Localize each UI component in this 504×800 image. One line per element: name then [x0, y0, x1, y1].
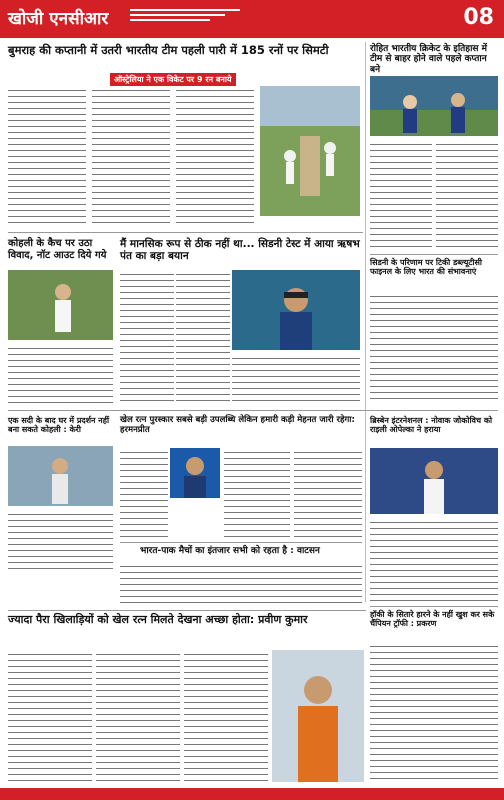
divider-hockey	[370, 606, 498, 607]
masthead-info-lines	[130, 6, 240, 21]
prakash-text-col1	[8, 650, 92, 782]
bumrah-text-col3	[176, 86, 254, 226]
headline-vatsan: भारत-पाक मैचों का इंतजार सभी को रहता है : वाटसन	[140, 546, 320, 556]
photo-praveen	[272, 650, 364, 782]
pant-text-col2	[176, 270, 230, 404]
divider-middle	[8, 410, 498, 411]
headline-pak: एक सदी के बाद घर में प्रदर्शन नहीं बना सकते कोहली : केरी	[8, 416, 110, 435]
divider-upper	[8, 232, 363, 233]
bumrah-text-col2	[92, 86, 170, 226]
rohit-text-col2	[436, 140, 498, 250]
divider-bottom	[8, 610, 366, 611]
prakash-text-col2	[96, 650, 180, 782]
headline-kohli: कोहली के कैच पर उठा विवाद, नॉट आउट दिये गये	[8, 238, 107, 261]
pak-text	[8, 510, 113, 570]
bumrah-text-col1	[8, 86, 86, 226]
brisbane-text	[370, 518, 498, 604]
footer-bar	[0, 788, 504, 800]
photo-test-match	[260, 86, 360, 216]
headline-pant: मैं मानसिक रूप से ठीक नहीं था... सिडनी टेस्ट में आया ऋषभ पंत का बड़ा बयान	[120, 238, 360, 263]
headline-rohit: रोहित भारतीय क्रिकेट के इतिहास में टीम से बाहर होने वाले पहले कप्तान बने	[370, 44, 487, 75]
hockey-text	[370, 642, 498, 782]
photo-rohit	[370, 76, 498, 136]
photo-hardik	[170, 448, 220, 498]
hardik-text-col2	[224, 448, 290, 538]
headline-brisbane: ब्रिस्बेन इंटरनेशनल : नोवाक जोकोविच को राइली ओपेल्का ने हराया	[370, 416, 493, 435]
hardik-text-col1	[120, 448, 168, 538]
headline-hockey: हॉकी के सितारे हारने के नहीं खुश कर सके चैंपियन ट्रॉफी : प्रकरण	[370, 610, 495, 629]
pant-text-col3	[232, 354, 360, 404]
rohit-text-col1	[370, 140, 432, 250]
prakash-text-col3	[184, 650, 268, 782]
headline-prakash: ज्यादा पैरा खिलाड़ियों को खेल रत्न मिलते देखना अच्छा होता: प्रवीण कुमार	[8, 613, 308, 626]
paper-name: खोजी एनसीआर	[8, 9, 109, 29]
masthead	[0, 0, 504, 38]
hardik-text-col3	[294, 448, 362, 538]
photo-kohli	[8, 270, 113, 340]
column-divider-1	[365, 42, 366, 602]
headline-bumrah: बुमराह की कप्तानी में उतरी भारतीय टीम पहली पारी में 185 रनों पर सिमटी	[8, 43, 329, 57]
sydney-text	[370, 292, 498, 404]
photo-djokovic	[370, 448, 498, 514]
headline-sydney: सिडनी के परिणाम पर टिकी डब्ल्यूटीसी फाइनल के लिए भारत की संभावनाएं	[370, 258, 482, 277]
kohli-text	[8, 344, 113, 404]
divider-vatsan	[120, 542, 362, 543]
divider-right-1	[370, 254, 498, 255]
kicker-australia: ऑस्ट्रेलिया ने एक विकेट पर 9 रन बनाये	[110, 73, 236, 86]
photo-pak	[8, 446, 113, 506]
page-number: 08	[463, 5, 494, 30]
headline-hardik: खेल रत्न पुरस्कार सबसे बड़ी उपलब्धि लेकिन हमारी कड़ी मेहनत जारी रहेगा: हरमनप्रीत	[120, 415, 355, 435]
vatsan-text	[120, 562, 362, 606]
photo-pant	[232, 270, 360, 350]
pant-text-col1	[120, 270, 174, 404]
